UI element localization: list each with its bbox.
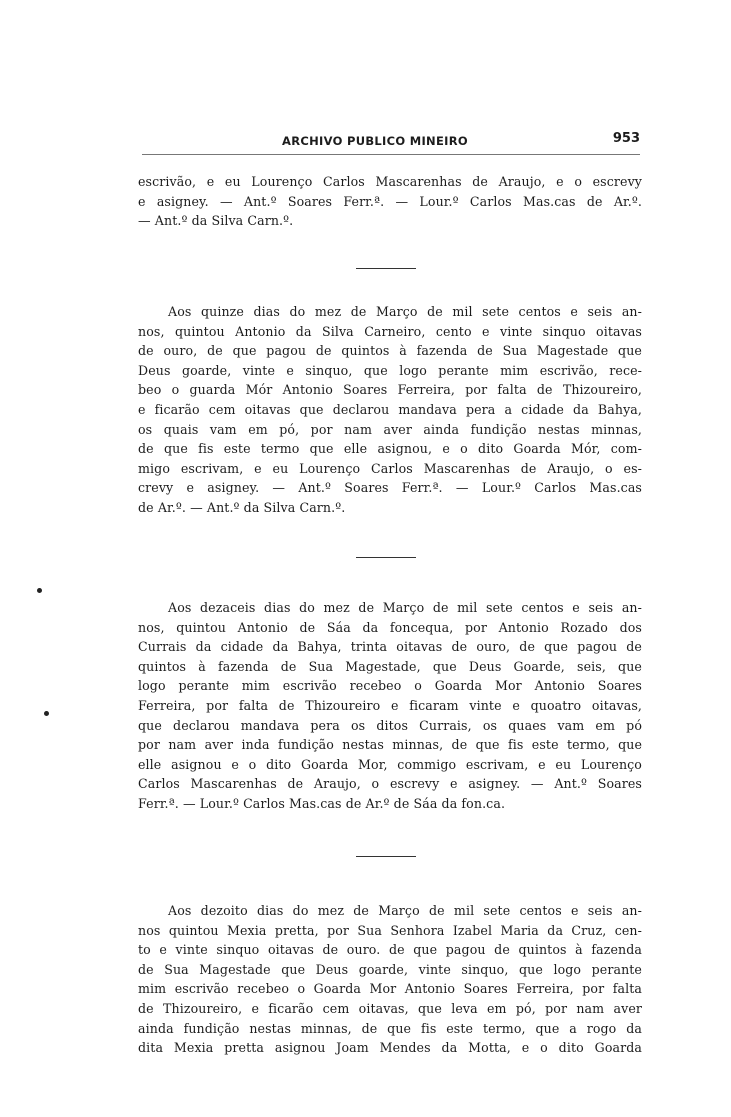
running-header — [140, 131, 640, 153]
text-line: Aos dezaceis dias do mez de Março de mil sete centos e seis an- — [168, 600, 642, 615]
text-line: Aos quinze dias do mez de Março de mil sete centos e seis an- — [168, 304, 642, 319]
text-line: to e vinte sinquo oitavas de ouro. de que pagou de quintos à fazenda — [138, 942, 642, 958]
text-line: de Ar.º. — Ant.º da Silva Carn.º. — [138, 499, 346, 515]
text-line: de Sua Magestade que Deus goarde, vinte sinquo, que logo perante — [138, 961, 642, 977]
text-line: beo o guarda Mór Antonio Soares Ferreira, por falta de Thizoureiro, — [138, 382, 642, 398]
text-line: e asigney. — Ant.º Soares Ferr.ª. — Lour.º Carlos Mas.cas de Ar.º. — [138, 193, 642, 209]
text-line: ainda fundição nestas minnas, de que fis este termo, que a rogo da — [138, 1020, 642, 1036]
text-line: — Ant.º da Silva Carn.º. — [138, 213, 294, 229]
text-line: nos, quintou Antonio da Silva Carneiro, cento e vinte sinquo oitavas — [138, 323, 642, 339]
text-line: mim escrivão recebeo o Goarda Mor Antonio Soares Ferreira, por falta — [138, 981, 642, 997]
text-line: escrivão, e eu Lourenço Carlos Mascarenhas de Araujo, e o escrevy — [138, 174, 642, 189]
section-divider — [356, 557, 416, 558]
text-line: de que fis este termo que elle asignou, e o dito Goarda Mór, com- — [138, 441, 642, 457]
header-title: ARCHIVO PUBLICO MINEIRO — [282, 134, 468, 148]
text-line: de ouro, de que pagou de quintos à fazenda de Sua Magestade que — [138, 343, 642, 359]
text-line: Ferreira, por falta de Thizoureiro e ficaram vinte e quoatro oitavas, — [138, 697, 642, 713]
entry-continuation — [138, 172, 642, 231]
header-rule — [142, 154, 640, 155]
text-line: Currais da cidade da Bahya, trinta oitavas de ouro, de que pagou de — [138, 639, 642, 655]
page-number: 953 — [612, 131, 640, 146]
margin-mark — [44, 711, 49, 716]
text-line: crevy e asigney. — Ant.º Soares Ferr.ª. — Lour.º Carlos Mas.cas — [138, 480, 642, 496]
text-line: elle asignou e o dito Goarda Mor, commigo escrivam, e eu Lourenço — [138, 756, 642, 772]
text-line: de Thizoureiro, e ficarão cem oitavas, que leva em pó, por nam aver — [138, 1000, 642, 1016]
text-line: Aos dezoito dias do mez de Março de mil sete centos e seis an- — [168, 903, 642, 918]
section-divider — [356, 268, 416, 269]
text-line: os quais vam em pó, por nam aver ainda fundição nestas minnas, — [138, 421, 642, 437]
section-divider — [356, 856, 416, 857]
text-line: por nam aver inda fundição nestas minnas, de que fis este termo, que — [138, 737, 642, 753]
text-line: nos quintou Mexia pretta, por Sua Senhora Izabel Maria da Cruz, cen- — [138, 922, 642, 938]
entry-march-18 — [138, 901, 642, 1058]
text-line: que declarou mandava pera os ditos Currais, os quaes vam em pó — [138, 717, 642, 733]
text-line: Ferr.ª. — Lour.º Carlos Mas.cas de Ar.º de Sáa da fon.ca. — [138, 795, 506, 811]
text-line: quintos à fazenda de Sua Magestade, que Deus Goarde, seis, que — [138, 658, 642, 674]
margin-mark — [37, 588, 42, 593]
text-line: Carlos Mascarenhas de Araujo, o escrevy e asigney. — Ant.º Soares — [138, 776, 642, 792]
text-line: Deus goarde, vinte e sinquo, que logo perante mim escrivão, rece- — [138, 362, 642, 378]
text-line: nos, quintou Antonio de Sáa da foncequa, por Antonio Rozado dos — [138, 619, 642, 635]
text-line: logo perante mim escrivão recebeo o Goarda Mor Antonio Soares — [138, 678, 642, 694]
text-line: dita Mexia pretta asignou Joam Mendes da Motta, e o dito Goarda — [138, 1040, 642, 1056]
entry-march-16 — [138, 598, 642, 814]
entry-march-15 — [138, 302, 642, 518]
text-line: migo escrivam, e eu Lourenço Carlos Mascarenhas de Araujo, o es- — [138, 460, 642, 476]
text-line: e ficarão cem oitavas que declarou mandava pera a cidade da Bahya, — [138, 401, 642, 417]
